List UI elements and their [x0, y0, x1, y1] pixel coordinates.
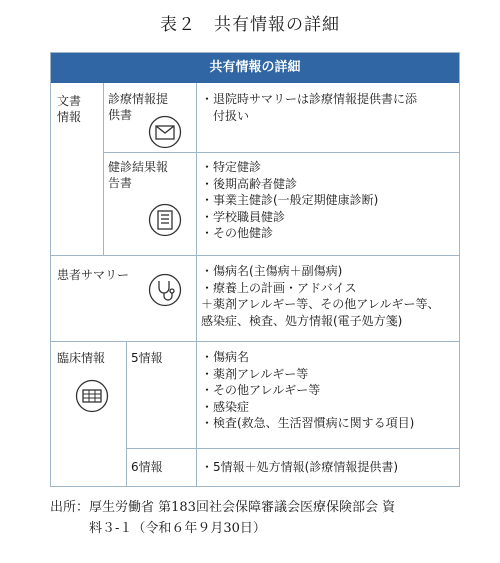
list-item: ・5情報＋処方情報(診療情報提供書) — [201, 460, 398, 474]
list-item: 感染症、検査、処方情報(電子処方箋) — [201, 313, 403, 328]
list-item: ・その他アレルギー等 — [201, 383, 321, 397]
row-label-5-info: 5情報 — [131, 351, 163, 365]
referral-items — [201, 91, 456, 124]
divider — [51, 341, 459, 342]
list-item: ・療養上の計画・アドバイス — [201, 280, 357, 295]
source-note: 出所：厚生労働省 第183回社会保障審議会医療保険部会 資 料３-１（令和６年９月30日） — [50, 500, 396, 536]
table-header: 共有情報の詳細 — [51, 53, 459, 83]
divider — [196, 341, 197, 487]
divider — [196, 255, 197, 341]
divider — [126, 341, 127, 487]
grid-icon — [75, 379, 109, 413]
list-item: ・特定健診 — [201, 160, 262, 174]
stethoscope-icon — [148, 273, 182, 307]
row-label-6-info: 6情報 — [131, 460, 163, 474]
list-item: ・事業主健診(一般定期健康診断) — [201, 193, 379, 207]
patient-summary-items — [201, 263, 456, 329]
envelope-icon — [148, 115, 182, 149]
list-item: ・退院時サマリーは診療情報提供書に添 付扱い — [201, 92, 418, 123]
divider — [196, 83, 197, 255]
table-caption: 表２ 共有情報の詳細 — [160, 15, 340, 35]
list-item: ・検査(救急、生活習慣病に関する項目) — [201, 416, 415, 430]
list-item: ・後期高齢者健診 — [201, 176, 298, 191]
divider — [126, 448, 459, 449]
list-item: ＋薬剤アレルギー等、その他アレルギー等、 — [201, 297, 440, 311]
list-item: ・その他健診 — [201, 226, 274, 240]
checkup-items — [201, 159, 456, 242]
list-item: ・傷病名 — [201, 350, 250, 364]
list-item: ・学校職員健診 — [201, 209, 286, 224]
document-list-icon — [148, 203, 182, 237]
row-label-checkup: 健診結果報 告書 — [108, 160, 169, 190]
list-item: ・感染症 — [201, 399, 250, 414]
list-item: ・薬剤アレルギー等 — [201, 366, 309, 381]
shared-info-table — [50, 52, 460, 487]
divider — [103, 152, 459, 153]
list-item: ・傷病名(主傷病＋副傷病) — [201, 264, 343, 278]
five-info-items — [201, 349, 456, 432]
divider — [103, 83, 104, 255]
row-label-referral: 診療情報提 供書 — [108, 92, 169, 122]
row-label-patient-summary: 患者サマリー — [57, 268, 130, 282]
divider — [51, 255, 459, 256]
six-info-items — [201, 459, 456, 476]
row-label-document: 文書 情報 — [57, 94, 82, 124]
row-label-clinical: 臨床情報 — [57, 351, 106, 365]
